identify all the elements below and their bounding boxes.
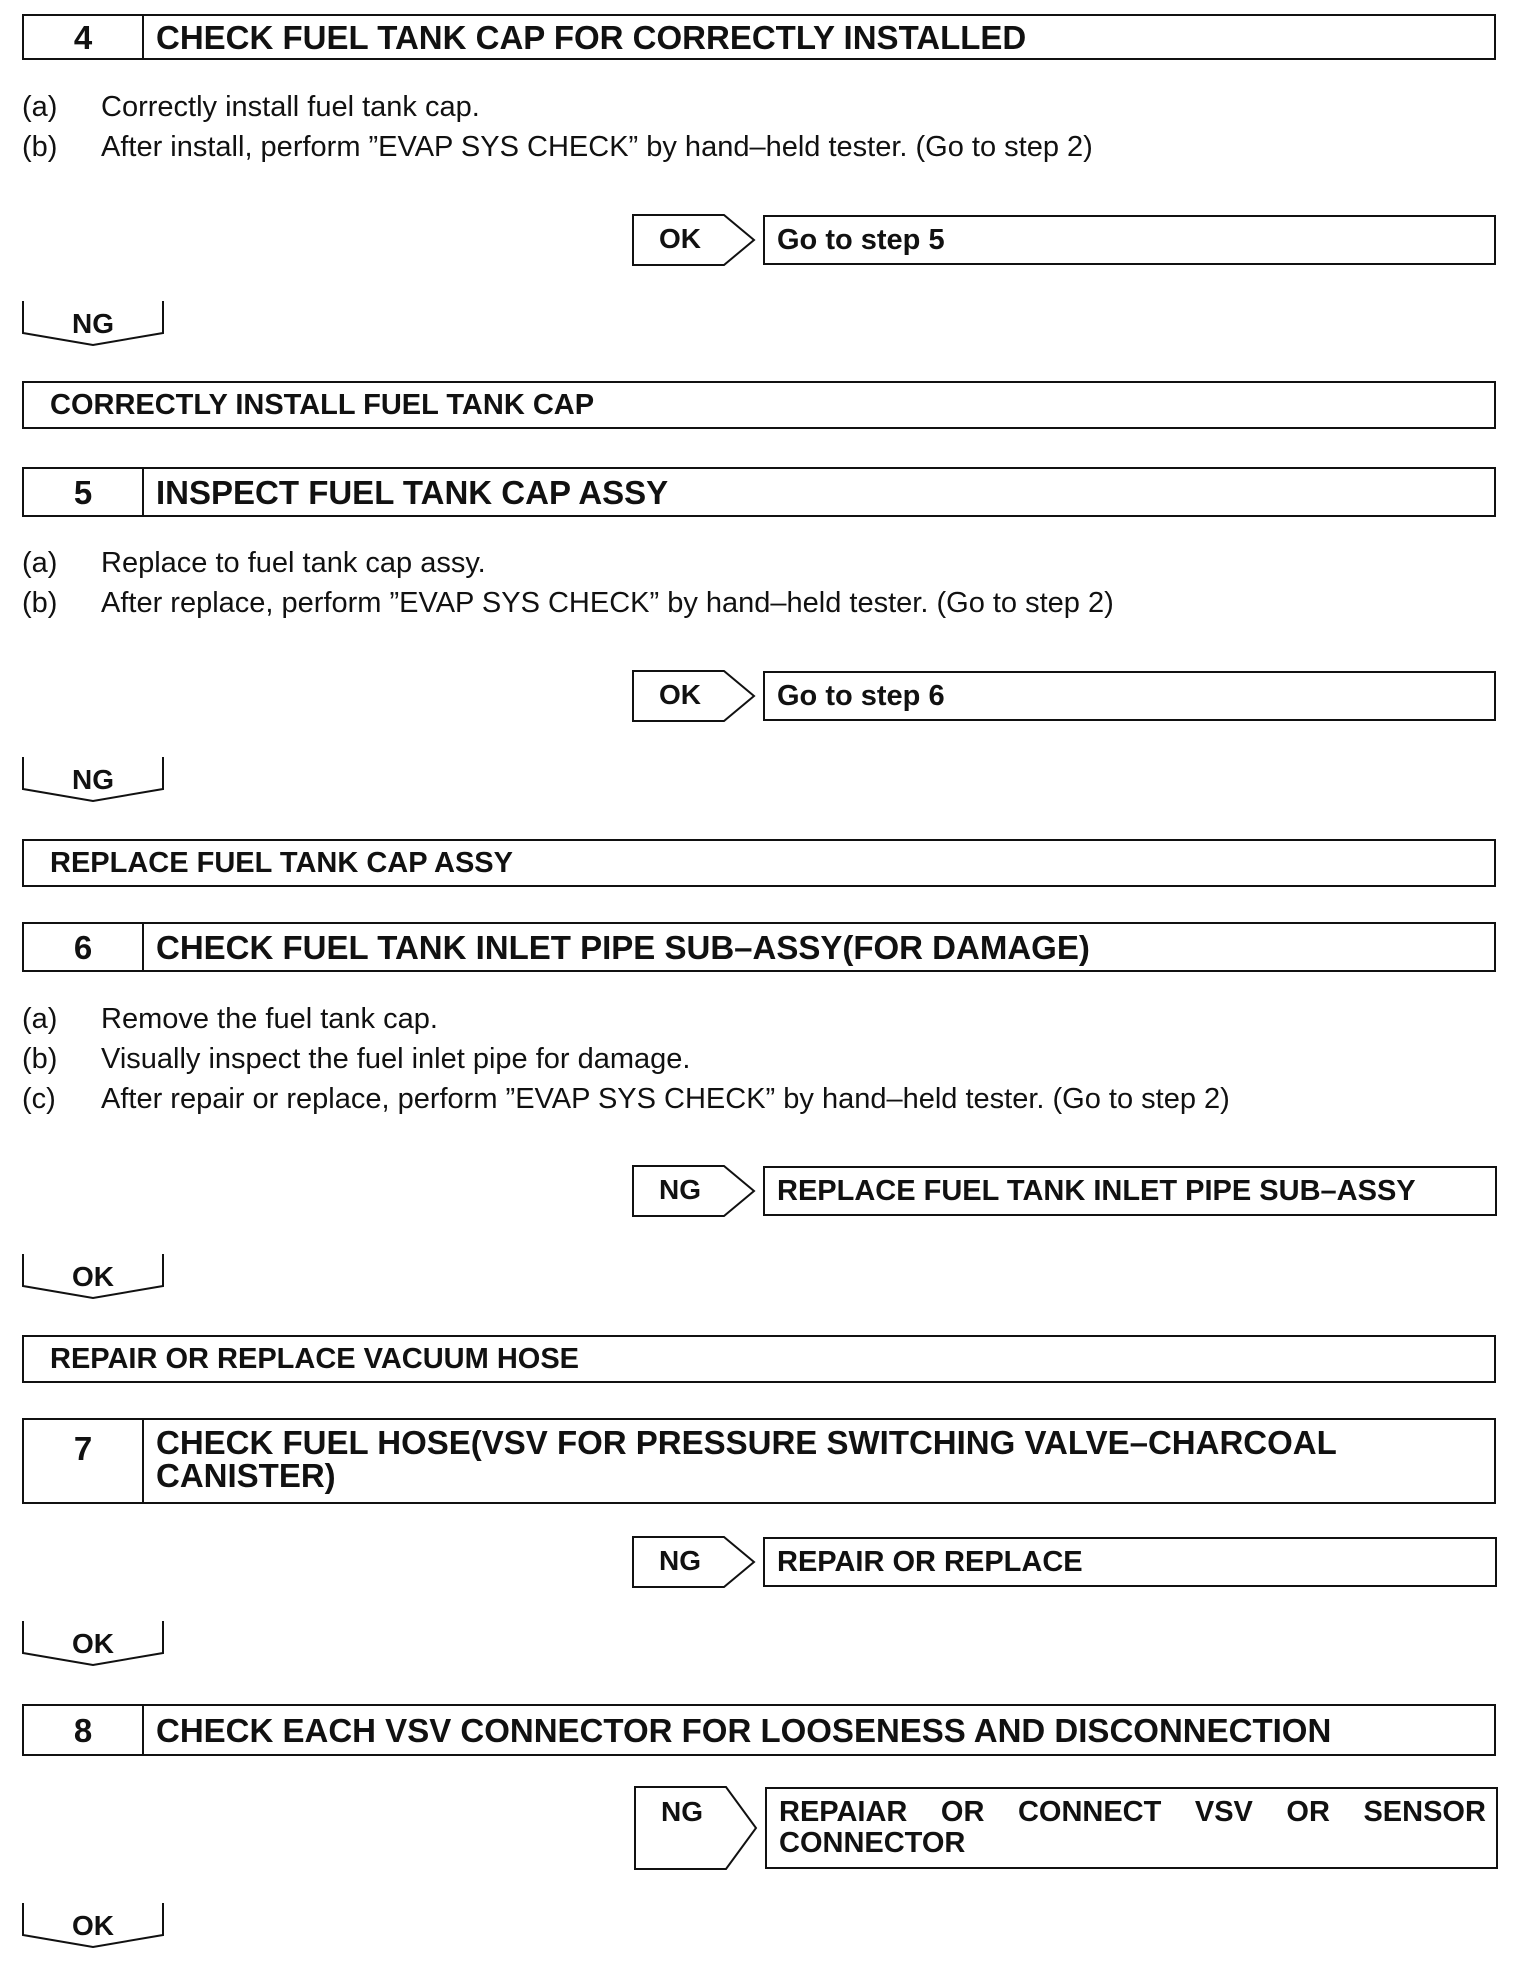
step-6-instruction-c [22, 1085, 1482, 1117]
step-7-ng-arrow [632, 1536, 756, 1588]
step-6-instruction-a [22, 1005, 1482, 1037]
instruction-label: (b) [22, 131, 58, 163]
result-word: VSV [1194, 1796, 1253, 1828]
step-title-line-1: CHECK FUEL HOSE(VSV FOR PRESSURE SWITCHING VALVE–CHARCOAL [156, 1424, 1337, 1461]
instruction-text: After repair or replace, perform ”EVAP SYS CHECK” by hand–held tester. (Go to step 2) [101, 1083, 1230, 1115]
step-7-result: REPAIR OR REPLACE [763, 1537, 1497, 1587]
step-title: CHECK FUEL TANK CAP FOR CORRECTLY INSTALLED [156, 18, 1027, 56]
step-6-action: REPAIR OR REPLACE VACUUM HOSE [22, 1335, 1496, 1383]
step-number: 6 [24, 924, 144, 970]
step-4-instruction-b [22, 133, 1482, 165]
step-5-instruction-a [22, 549, 1482, 581]
step-8-ok-down-arrow [22, 1902, 164, 1948]
tag-label: OK [72, 1261, 114, 1292]
step-6-header [22, 922, 1496, 972]
step-7-ok-down-arrow [22, 1620, 164, 1666]
step-title: CHECK EACH VSV CONNECTOR FOR LOOSENESS AND DISCONNECTION [156, 1711, 1332, 1749]
result-line-1 [779, 1797, 1486, 1828]
step-title [144, 1420, 1349, 1502]
step-title: INSPECT FUEL TANK CAP ASSY [156, 473, 669, 511]
step-6-ng-arrow [632, 1165, 756, 1217]
step-title-line-2: CANISTER) [156, 1457, 336, 1494]
tag-label: OK [659, 223, 701, 254]
step-5-result: Go to step 6 [763, 671, 1496, 721]
step-5-ok-arrow [632, 670, 756, 722]
tag-label: OK [72, 1628, 114, 1659]
result-word: CONNECT [1017, 1796, 1162, 1828]
instruction-label: (a) [22, 1003, 58, 1035]
instruction-label: (a) [22, 547, 58, 579]
step-number: 8 [24, 1706, 144, 1754]
tag-label: NG [661, 1796, 703, 1827]
step-5-ng-down-arrow [22, 756, 164, 802]
step-5-instruction-b [22, 589, 1482, 621]
tag-label: NG [659, 1545, 701, 1576]
result-line-2: CONNECTOR [779, 1827, 966, 1859]
step-8-result [765, 1787, 1498, 1869]
step-6-instruction-b [22, 1045, 1482, 1077]
result-word: OR [1286, 1796, 1330, 1828]
instruction-label: (b) [22, 587, 58, 619]
instruction-text: Replace to fuel tank cap assy. [101, 547, 486, 579]
instruction-text: Remove the fuel tank cap. [101, 1003, 438, 1035]
tag-label: OK [72, 1910, 114, 1941]
step-5-action: REPLACE FUEL TANK CAP ASSY [22, 839, 1496, 887]
instruction-text: Correctly install fuel tank cap. [101, 91, 480, 123]
step-5-header [22, 467, 1496, 517]
instruction-label: (b) [22, 1043, 58, 1075]
step-6-result: REPLACE FUEL TANK INLET PIPE SUB–ASSY [763, 1166, 1497, 1216]
step-6-ok-down-arrow [22, 1253, 164, 1299]
step-4-instruction-a [22, 93, 1482, 125]
step-4-result: Go to step 5 [763, 215, 1496, 265]
instruction-text: Visually inspect the fuel inlet pipe for damage. [101, 1043, 691, 1075]
instruction-label: (a) [22, 91, 58, 123]
tag-label: NG [72, 764, 114, 795]
step-7-header [22, 1418, 1496, 1504]
step-title: CHECK FUEL TANK INLET PIPE SUB–ASSY(FOR DAMAGE) [156, 928, 1090, 966]
tag-label: NG [659, 1174, 701, 1205]
step-4-ok-arrow [632, 214, 756, 266]
tag-label: OK [659, 679, 701, 710]
result-word: OR [940, 1796, 985, 1828]
step-4-header [22, 14, 1496, 60]
instruction-text: After replace, perform ”EVAP SYS CHECK” by hand–held tester. (Go to step 2) [101, 587, 1114, 619]
step-4-action: CORRECTLY INSTALL FUEL TANK CAP [22, 381, 1496, 429]
result-word: SENSOR [1363, 1796, 1486, 1828]
step-8-header [22, 1704, 1496, 1756]
tag-label: NG [72, 308, 114, 339]
step-number: 5 [24, 469, 144, 515]
step-4-ng-down-arrow [22, 300, 164, 346]
result-word: REPAIAR [779, 1796, 908, 1828]
instruction-text: After install, perform ”EVAP SYS CHECK” by hand–held tester. (Go to step 2) [101, 131, 1093, 163]
step-8-ng-arrow [634, 1786, 758, 1870]
step-number: 4 [24, 16, 144, 58]
instruction-label: (c) [22, 1083, 56, 1115]
step-number: 7 [24, 1420, 144, 1502]
